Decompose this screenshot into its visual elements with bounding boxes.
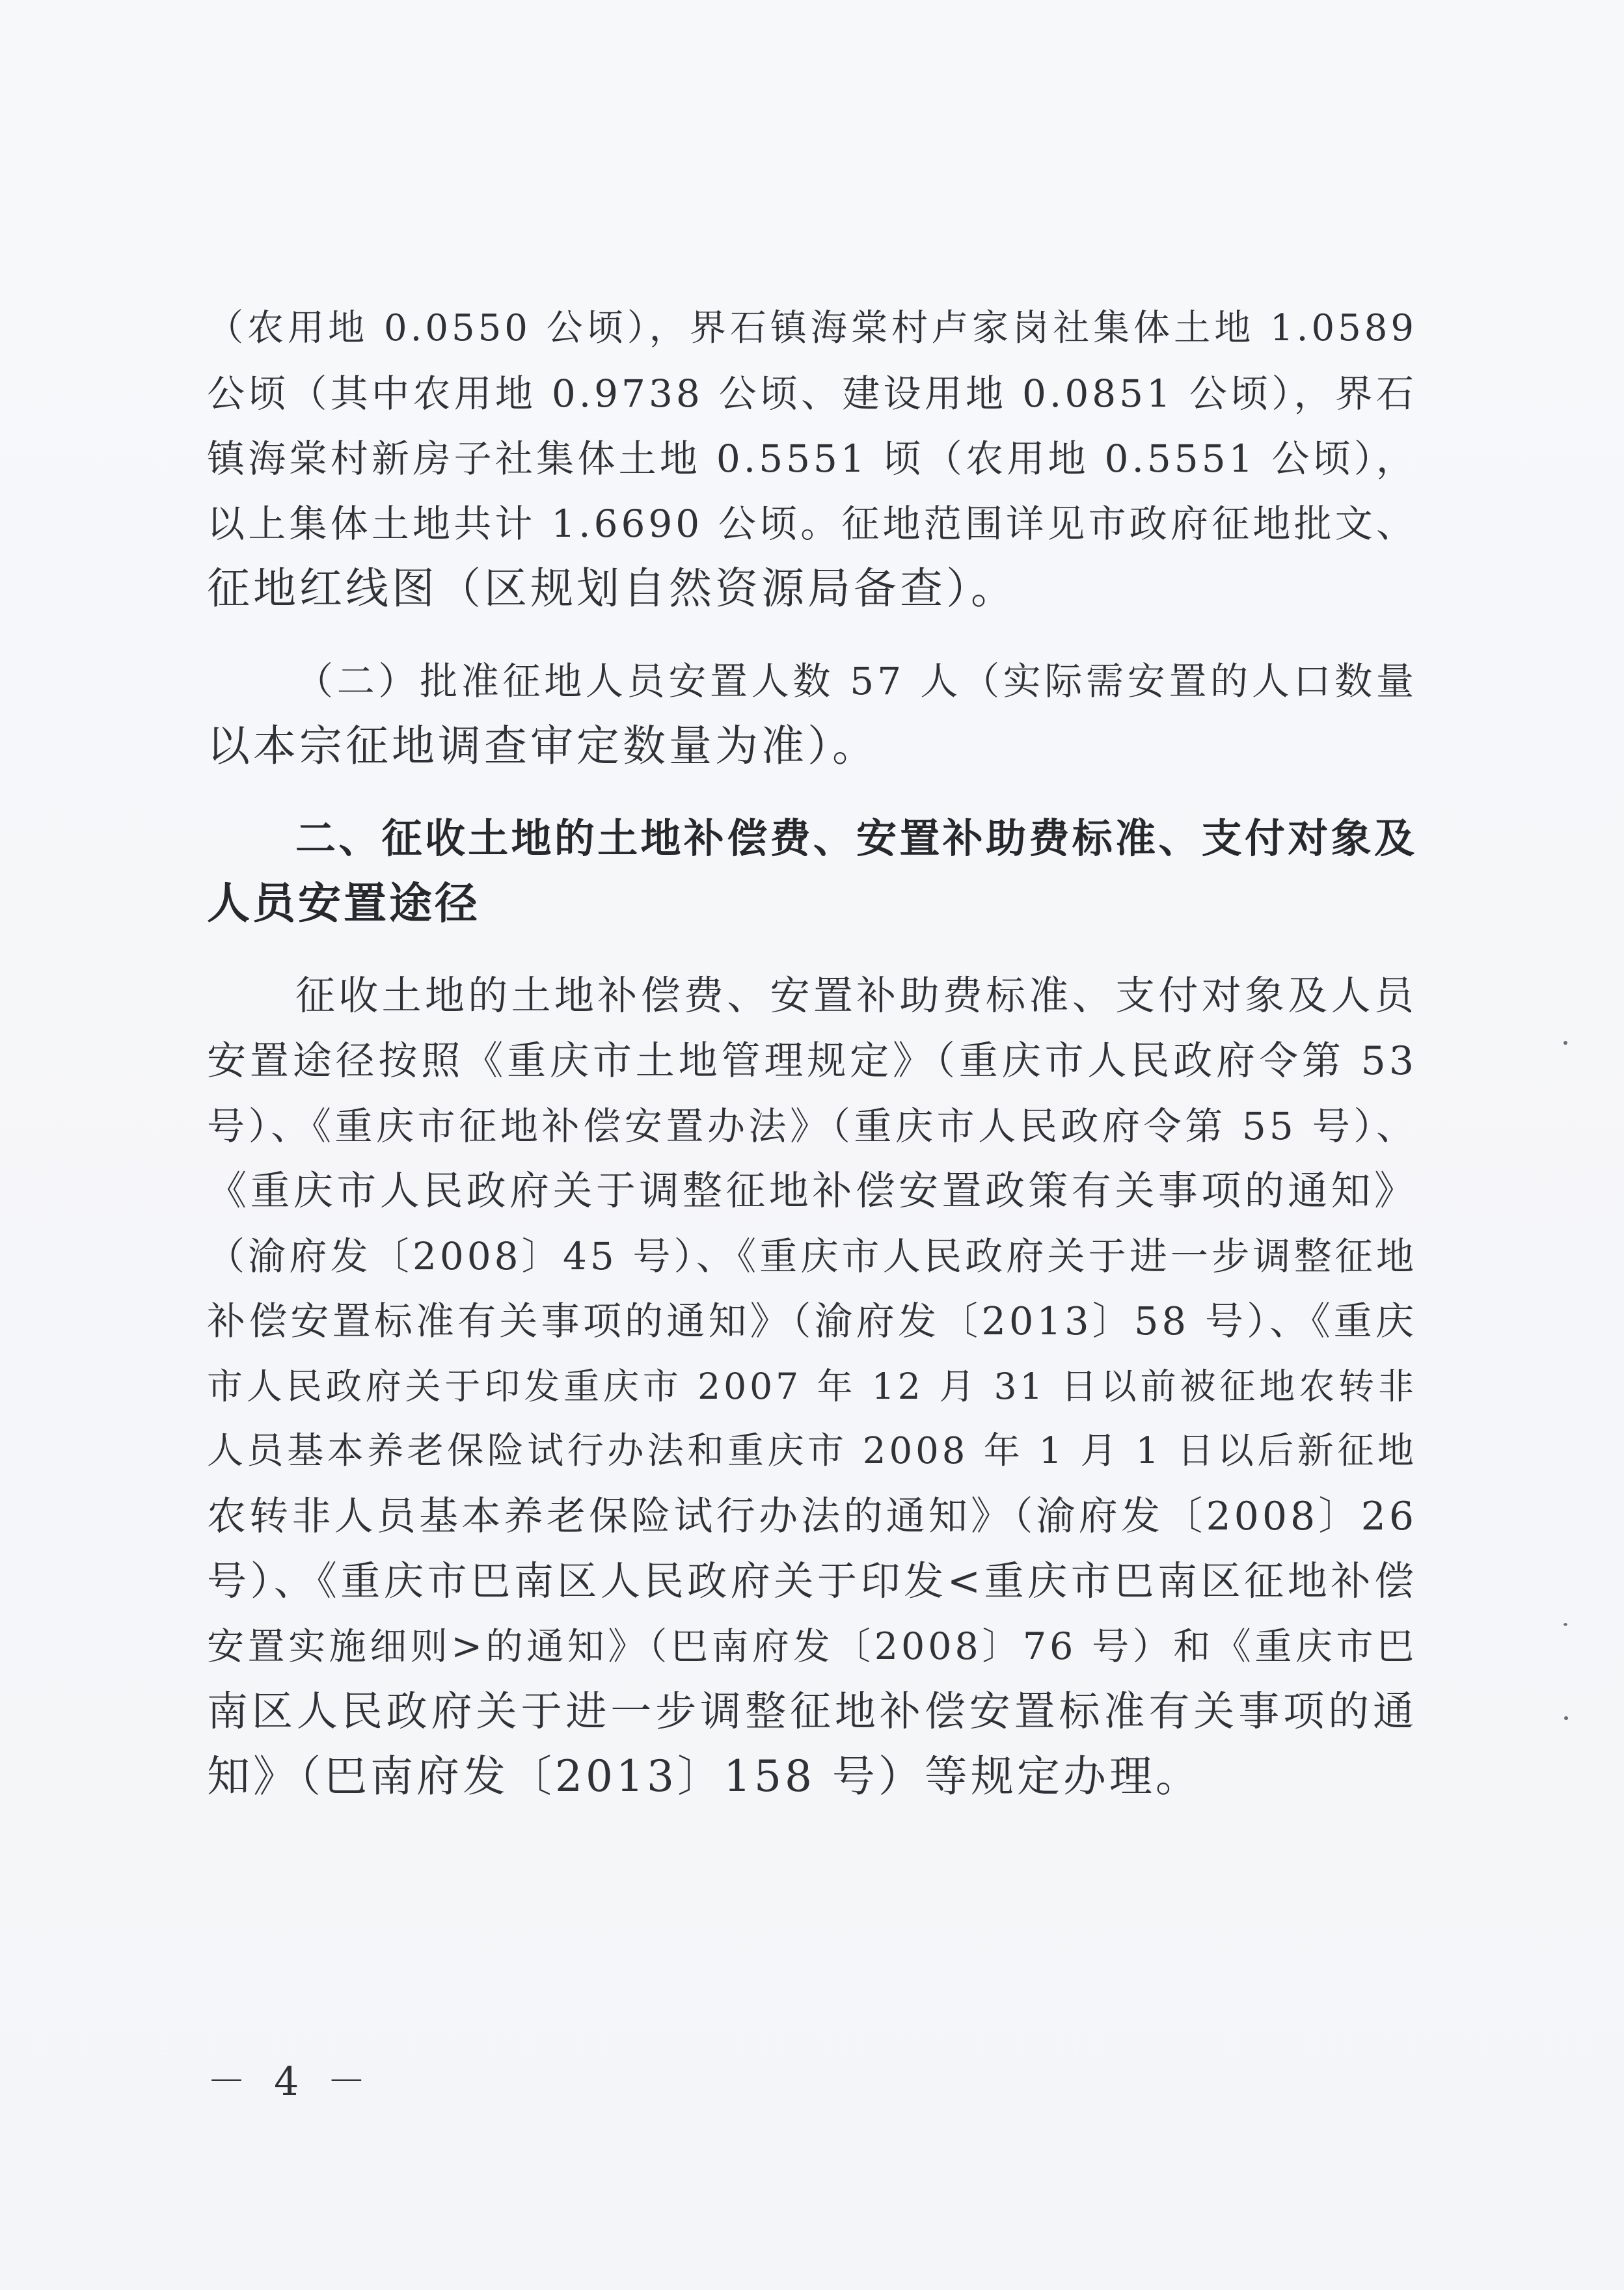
text-line: 安置实施细则>的通知》（巴南府发〔2008〕76 号）和《重庆市巴	[207, 1625, 1417, 1668]
text-line: （农用地 0.0550 公顷），界石镇海棠村卢家岗社集体土地 1.0589	[207, 307, 1417, 349]
heading-line: 二、征收土地的土地补偿费、安置补助费标准、支付对象及	[295, 815, 1417, 862]
text-line: 补偿安置标准有关事项的通知》（渝府发〔2013〕58 号）、《重庆	[207, 1299, 1417, 1343]
paragraph-land-area	[207, 296, 1417, 621]
text-line: 知》（巴南府发〔2013〕158 号）等规定办理。	[207, 1751, 1202, 1801]
section-heading	[207, 806, 1417, 936]
text-line: （二）批准征地人员安置人数 57 人（实际需安置的人口数量	[295, 659, 1417, 703]
text-line: 征收土地的土地补偿费、安置补助费标准、支付对象及人员	[295, 973, 1417, 1019]
text-line: 公顷（其中农用地 0.9738 公顷、建设用地 0.0851 公顷），界石	[207, 371, 1417, 416]
text-line: 征地红线图（区规划自然资源局备查）。	[207, 563, 1017, 613]
text-line: 南区人民政府关于进一步调整征地补偿安置标准有关事项的通	[207, 1688, 1417, 1735]
paragraph-gap	[207, 621, 1417, 649]
scan-speck	[1563, 1623, 1567, 1626]
text-line: 号）、《重庆市征地补偿安置办法》（重庆市人民政府令第 55 号）、	[207, 1104, 1417, 1148]
paragraph-compensation-standards	[207, 963, 1417, 1809]
paragraph-gap	[207, 779, 1417, 806]
text-line: 安置途径按照《重庆市土地管理规定》（重庆市人民政府令第 53	[207, 1038, 1417, 1084]
text-line: 以本宗征地调查审定数量为准）。	[207, 721, 878, 771]
scan-speck	[1563, 1041, 1567, 1045]
text-line: 农转非人员基本养老保险试行办法的通知》（渝府发〔2008〕26	[207, 1494, 1417, 1539]
text-line: 以上集体土地共计 1.6690 公顷。征地范围详见市政府征地批文、	[207, 502, 1417, 546]
text-line: 市人民政府关于印发重庆市 2007 年 12 月 31 日以前被征地农转非	[207, 1366, 1417, 1407]
paragraph-resettlement-count	[207, 649, 1417, 779]
heading-line: 人员安置途径	[207, 878, 480, 928]
text-line: 人员基本养老保险试行办法和重庆市 2008 年 1 月 1 日以后新征地	[207, 1430, 1417, 1472]
document-body	[207, 296, 1417, 1809]
paragraph-gap	[207, 936, 1417, 963]
text-line: 号）、《重庆市巴南区人民政府关于印发<重庆市巴南区征地补偿	[207, 1558, 1417, 1604]
text-line: 《重庆市人民政府关于调整征地补偿安置政策有关事项的通知》	[207, 1168, 1417, 1214]
scan-speck	[1564, 1716, 1568, 1720]
text-line: 镇海棠村新房子社集体土地 0.5551 顷（农用地 0.5551 公顷），	[207, 437, 1417, 481]
page-number: － 4 －	[207, 2059, 374, 2105]
text-line: （渝府发〔2008〕45 号）、《重庆市人民政府关于进一步调整征地	[207, 1234, 1417, 1278]
